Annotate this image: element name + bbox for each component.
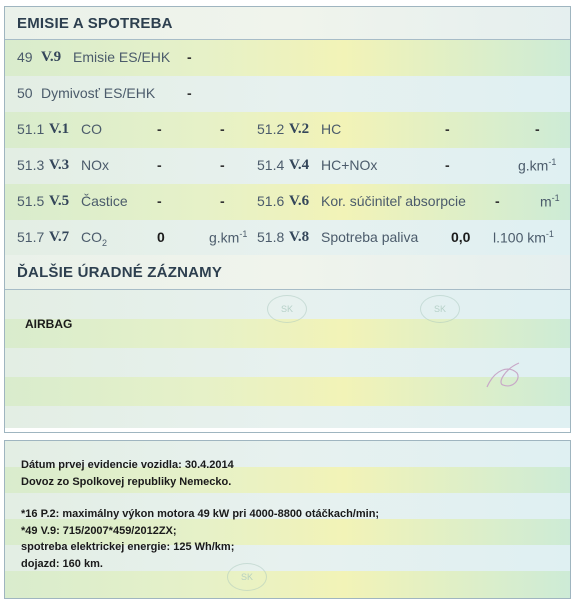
field-value: - (445, 157, 450, 173)
field-label: $CO_2$ (81, 229, 108, 248)
field-label: Dymivosť ES/EHK (41, 85, 156, 101)
field-value: - (157, 121, 162, 137)
field-number: 50 (17, 85, 33, 101)
records-panel (4, 255, 571, 433)
field-label: HC (321, 121, 342, 137)
field-value: - (445, 121, 450, 137)
field-code: V.5 (49, 193, 70, 209)
note-line: *49 V.9: 715/2007*459/2012ZX; (21, 524, 177, 537)
row-51-1 (5, 112, 570, 148)
field-number: 51.6 (257, 193, 285, 209)
field-value: - (157, 193, 162, 209)
field-code: V.6 (289, 193, 310, 209)
field-number: 51.8 (257, 229, 285, 245)
field-number: 51.4 (257, 157, 285, 173)
records-stripe (5, 406, 570, 428)
notes-panel (4, 440, 571, 599)
note-line: Dátum prvej evidencie vozidla: 30.4.2014 (21, 459, 234, 471)
field-label: Spotreba paliva (321, 229, 419, 245)
watermark-seal: SK (267, 295, 307, 323)
field-value: - (535, 121, 540, 137)
watermark-seal: SK (420, 295, 460, 323)
field-value: - (220, 121, 225, 137)
field-value: - (157, 157, 162, 173)
records-text: AIRBAG (25, 317, 73, 331)
field-code: V.9 (41, 49, 62, 65)
field-label: Kor. súčiniteľ absorpcie (321, 193, 466, 209)
note-line: dojazd: 160 km. (21, 557, 103, 570)
field-code: V.4 (289, 157, 310, 173)
field-label: Častice (81, 193, 128, 209)
note-line (21, 490, 379, 506)
field-value: - (220, 193, 225, 209)
field-code: V.3 (49, 157, 70, 173)
field-value: - (220, 157, 225, 173)
row-49 (5, 40, 570, 76)
field-unit: $g.km^{-1}$ (209, 229, 248, 246)
field-code: V.1 (49, 121, 70, 137)
field-label: Emisie ES/EHK (73, 49, 171, 65)
note-line: *16 P.2: maximálny výkon motora 49 kW pri 4000-8800 otáčkach/min; (21, 508, 380, 520)
field-unit: $g.km^{-1}$ (518, 157, 557, 174)
field-number: 51.7 (17, 229, 45, 245)
notes-text (21, 457, 379, 572)
field-label: NOx (81, 157, 109, 173)
row-50 (5, 76, 570, 112)
note-line: spotreba elektrickej energie: 125 Wh/km; (21, 541, 235, 553)
field-number: 51.2 (257, 121, 285, 137)
field-number: 51.3 (17, 157, 45, 173)
field-number: 49 (17, 49, 33, 65)
field-code: V.7 (49, 229, 70, 245)
records-stripe (5, 319, 570, 348)
field-label: HC+NOx (321, 157, 378, 173)
scribble-mark (483, 359, 523, 395)
field-unit: $m^{-1}$ (540, 193, 560, 210)
row-51-5 (5, 184, 570, 220)
notes-stripe (5, 571, 570, 598)
field-code: V.8 (289, 229, 310, 245)
row-51-3 (5, 148, 570, 184)
field-value: - (495, 193, 500, 209)
field-label: CO (81, 121, 102, 137)
emissions-heading: EMISIE A SPOTREBA (5, 7, 570, 40)
note-line: Dovoz zo Spolkovej republiky Nemecko. (21, 475, 232, 488)
row-51-7 (5, 220, 570, 256)
field-value: - (187, 85, 192, 101)
field-code: V.2 (289, 121, 310, 137)
field-number: 51.5 (17, 193, 45, 209)
field-value: 0 (157, 229, 165, 245)
emissions-panel (4, 6, 571, 255)
records-heading: ĎALŠIE ÚRADNÉ ZÁZNAMY (5, 255, 570, 290)
field-unit: l.100 $km^{-1}$ (493, 229, 554, 246)
watermark-seal: SK (227, 563, 267, 591)
field-number: 51.1 (17, 121, 45, 137)
field-value: 0,0 (451, 229, 471, 245)
field-value: - (187, 49, 192, 65)
